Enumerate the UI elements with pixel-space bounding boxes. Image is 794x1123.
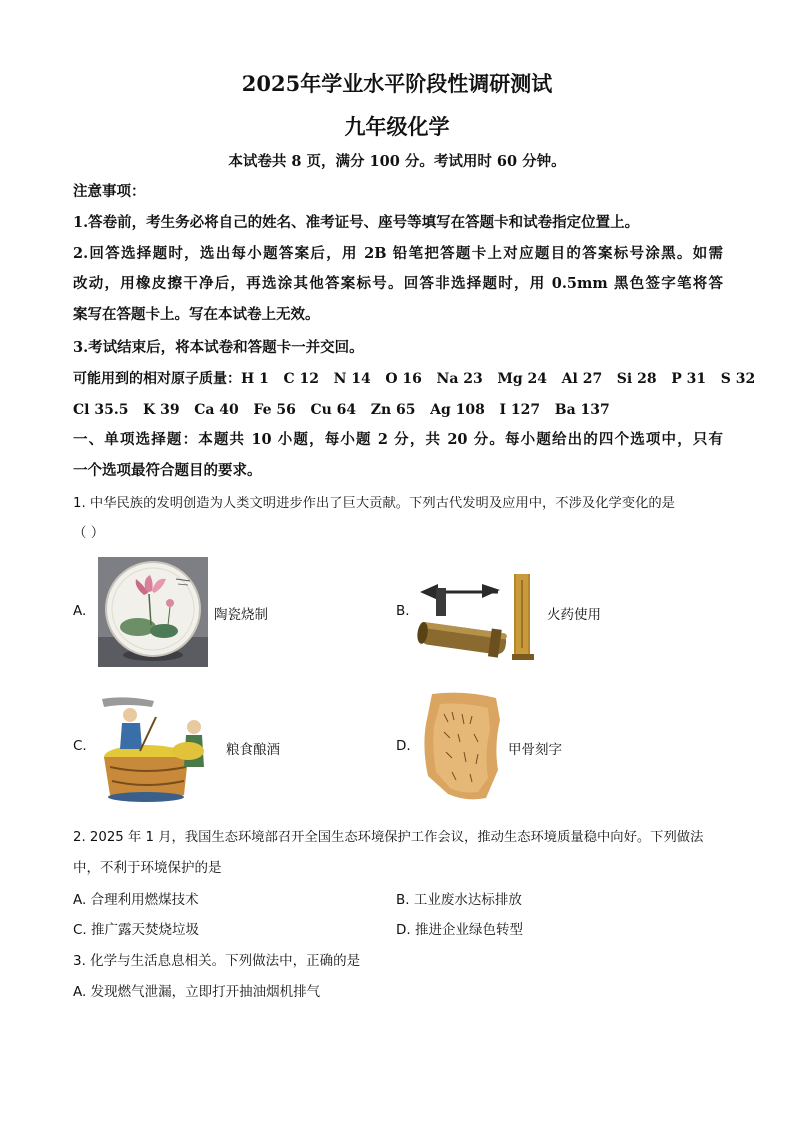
q1-option-d-text: 甲骨刻字 xyxy=(508,742,562,758)
notice-item-1: 1.答卷前，考生务必将自己的姓名、准考证号、座号等填写在答题卡和试卷指定位置上。 xyxy=(73,214,640,231)
q3-option-a: A. 发现燃气泄漏，立即打开抽油烟机排气 xyxy=(73,984,321,1000)
porcelain-plate-image xyxy=(98,557,208,667)
q2-option-a-text: 合理利用燃煤技术 xyxy=(90,892,199,908)
section1-heading-line2: 一个选项最符合题目的要求。 xyxy=(73,462,262,479)
notice-item-2-line2: 改动，用橡皮擦干净后，再选涂其他答案标号。回答非选择题时，用 0.5mm 黑色签字笔将答 xyxy=(73,275,723,292)
notice-item-2-line1: 2.回答选择题时，选出每小题答案后，用 2B 铅笔把答题卡上对应题目的答案标号涂黑。如需 xyxy=(73,245,723,262)
q1-option-b-text: 火药使用 xyxy=(547,607,601,623)
exam-title: 2025年学业水平阶段性调研测试 xyxy=(241,71,553,96)
q1-option-c-text: 粮食酿酒 xyxy=(226,742,280,758)
q1-option-a-text: 陶瓷烧制 xyxy=(214,607,268,623)
q2-stem-line1: 2. 2025 年 1 月，我国生态环境部召开全国生态环境保护工作会议，推动生态环境质量稳中向好。下列做法 xyxy=(73,830,704,845)
gunpowder-weapons-image xyxy=(416,570,541,666)
q2-option-c-text: 推广露天焚烧垃圾 xyxy=(91,922,200,938)
section1-heading-line1: 一、单项选择题：本题共 10 小题，每小题 2 分，共 20 分。每小题给出的四个选项中，只有 xyxy=(73,431,723,448)
q2-option-d xyxy=(396,920,523,940)
q1-option-d-letter: D. xyxy=(396,738,411,754)
notice-heading: 注意事项： xyxy=(73,183,146,200)
q2-option-d-text: 推进企业绿色转型 xyxy=(414,922,523,938)
atomic-mass-line1: 可能用到的相对原子质量：H 1 C 12 N 14 O 16 Na 23 Mg 24 Al 27 Si 28 P 31 S 32 xyxy=(73,371,756,387)
grain-brewing-image xyxy=(96,697,210,803)
q2-option-b-text: 工业废水达标排放 xyxy=(413,892,522,908)
q2-option-a-letter: A. xyxy=(73,892,87,908)
exam-info: 本试卷共 8 页，满分 100 分。考试用时 60 分钟。 xyxy=(228,153,566,170)
q2-option-c xyxy=(73,920,199,940)
q2-option-c-letter: C. xyxy=(73,922,87,938)
q2-option-d-letter: D. xyxy=(396,922,411,938)
q3-stem: 3. 化学与生活息息相关。下列做法中，正确的是 xyxy=(73,953,361,969)
notice-item-3: 3.考试结束后，将本试卷和答题卡一并交回。 xyxy=(73,339,364,356)
q2-option-a xyxy=(73,890,199,910)
q2-option-b xyxy=(396,890,522,910)
q1-stem: 1. 中华民族的发明创造为人类文明进步作出了巨大贡献。下列古代发明及应用中，不涉及化学变化的是 xyxy=(73,496,675,511)
q2-stem-line2: 中，不利于环境保护的是 xyxy=(73,860,222,876)
q2-option-b-letter: B. xyxy=(396,892,410,908)
atomic-mass-line2: Cl 35.5 K 39 Ca 40 Fe 56 Cu 64 Zn 65 Ag 108 I 127 Ba 137 xyxy=(73,402,610,418)
q1-option-b-letter: B. xyxy=(396,603,410,619)
q1-option-c-letter: C. xyxy=(73,738,87,754)
notice-item-2-line3: 案写在答题卡上。写在本试卷上无效。 xyxy=(73,306,320,323)
q1-paren: （ ） xyxy=(73,525,105,541)
exam-subject: 九年级化学 xyxy=(344,114,450,139)
oracle-bone-image xyxy=(418,690,504,804)
q1-option-a-letter: A. xyxy=(73,603,87,619)
